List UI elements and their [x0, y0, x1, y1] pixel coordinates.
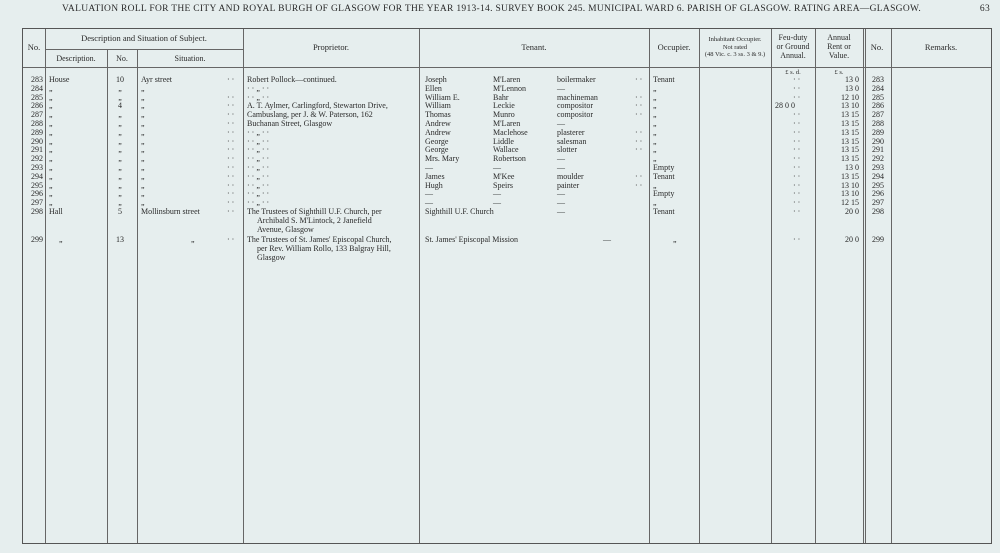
row-no-right: 285 [872, 92, 884, 102]
row-tenant-surname: Wallace [493, 145, 519, 155]
col-rule [243, 29, 244, 543]
header-no3: No. [870, 42, 884, 52]
header-rent-line1: Annual [827, 33, 851, 42]
row-situation-dots: · · [227, 92, 235, 102]
row-situation: „ [141, 127, 145, 137]
header-occupier: Occupier. [657, 42, 691, 52]
row-rent: 20 0 [845, 207, 859, 216]
row-rent: 13 10 [841, 101, 859, 111]
row-tenant-occupation: slotter [557, 145, 577, 155]
header-no: No. [27, 42, 41, 52]
row-feu-dots: · · [793, 189, 801, 199]
row-tenant-occupation: — [557, 154, 565, 164]
row-proprietor: A. T. Aylmer, Carlingford, Stewarton Drive, [247, 101, 388, 111]
row-number: „ [118, 136, 122, 146]
row-proprietor: · · „ · · [247, 163, 270, 172]
row-proprietor: The Trustees of Sighthill U.F. Church, per [247, 207, 382, 216]
row-situation-dots: · · [227, 163, 235, 172]
row-no-right: 290 [872, 136, 884, 146]
valuation-table [22, 28, 992, 544]
row-no-right: 292 [872, 154, 884, 164]
row-situation-dots: · · [227, 127, 235, 137]
row-number: „ [118, 127, 122, 137]
header-rent [815, 33, 863, 60]
row-description: „ [49, 145, 53, 155]
row-feu-dots: · · [793, 83, 801, 93]
row-occupier: Tenant [653, 207, 675, 216]
row-situation-dots: · · [227, 101, 235, 111]
row-no: 288 [31, 119, 43, 128]
header-inhabitant-line1: Inhabitant Occupier. [708, 36, 762, 43]
row-no-right: 296 [872, 189, 884, 199]
row-feu-dots: · · [793, 75, 801, 84]
row-situation-dots: · · [227, 136, 235, 146]
row-situation-dots: · · [227, 171, 235, 181]
row-number: 5 [118, 207, 122, 216]
row-no-right: 299 [872, 235, 884, 245]
row-occupier: „ [653, 110, 657, 120]
row-tenant-first: — [425, 198, 433, 208]
row-no: 292 [31, 154, 43, 164]
row-situation: „ [141, 145, 145, 155]
row-tenant-occupation: — [557, 163, 565, 172]
header-no2: No. [116, 54, 128, 63]
row-situation: „ [141, 101, 145, 111]
row-situation-dots: · · [227, 119, 235, 128]
row-tenant-surname: Liddle [493, 136, 514, 146]
row-description: „ [49, 110, 53, 120]
row-proprietor: · · „ · · [247, 92, 270, 102]
row-occupier: „ [653, 198, 657, 208]
row-tenant-surname: Munro [493, 110, 515, 120]
row-no-right: 293 [872, 163, 884, 172]
row-rent: 13 0 [845, 75, 859, 84]
row-no-right: 294 [872, 171, 884, 181]
row-description: Hall [49, 207, 63, 216]
row-feu-dots: · · [793, 235, 801, 245]
header-feu-line1: Feu-duty [778, 33, 808, 42]
row-situation: „ [141, 198, 145, 208]
row-feu-dots: · · [793, 198, 801, 208]
row-description: „ [49, 163, 53, 172]
row-tenant-first: — [425, 189, 433, 199]
header-feu-line2: or Ground [776, 42, 810, 51]
row-situation: „ [141, 136, 145, 146]
row-situation: „ [141, 83, 145, 93]
row-tenant-first: — [425, 163, 433, 172]
col-rule [863, 29, 866, 543]
row-proprietor: · · „ · · [247, 127, 270, 137]
col-rule [419, 29, 420, 543]
row-tenant-surname: Leckie [493, 101, 515, 111]
row-tenant-occupation: — [557, 119, 565, 128]
row-proprietor: Buchanan Street, Glasgow [247, 119, 333, 128]
row-tenant-occupation: — [557, 189, 565, 199]
row-number: „ [118, 163, 122, 172]
row-rent: 13 15 [841, 154, 859, 164]
row-number: „ [118, 110, 122, 120]
row-rent: 12 15 [841, 198, 859, 208]
row-feu-dots: · · [793, 180, 801, 190]
row-no: 290 [31, 136, 43, 146]
row-occupier: „ [653, 83, 657, 93]
row-tenant-dots: · · [635, 75, 643, 84]
row-description: „ [49, 189, 53, 199]
header-rent-line3: Value. [828, 51, 850, 60]
row-number: „ [118, 83, 122, 93]
row-tenant-dots: · · [635, 101, 643, 111]
row-proprietor: · · „ · · [247, 136, 270, 146]
row-feu-dots: · · [793, 136, 801, 146]
row-no: 297 [31, 198, 43, 208]
row-rent: 13 15 [841, 127, 859, 137]
row-situation: „ [141, 180, 145, 190]
header-rule [45, 49, 243, 50]
row-description: „ [49, 92, 53, 102]
row-feu-dots: · · [793, 145, 801, 155]
header-inhabitant-line3: (48 Vic. c. 3 ss. 3 & 9.) [704, 51, 766, 58]
col-rule [137, 50, 138, 543]
row-tenant-occupation: — [603, 235, 611, 245]
row-rent: 12 10 [841, 92, 859, 102]
row-no: 289 [31, 127, 43, 137]
row-feu-dots: · · [793, 119, 801, 128]
row-proprietor: · · „ · · [247, 189, 270, 199]
col-rule [45, 29, 46, 543]
row-no-right: 283 [872, 75, 884, 84]
row-situation-dots: · · [227, 154, 235, 164]
row-description: „ [49, 171, 53, 181]
row-occupier: „ [673, 235, 677, 245]
row-number: „ [118, 145, 122, 155]
row-no: 283 [31, 75, 43, 84]
row-tenant-surname: — [493, 189, 501, 199]
row-tenant-dots: · · [635, 127, 643, 137]
col-rule [891, 29, 892, 543]
row-tenant-first: Thomas [425, 110, 451, 120]
row-tenant-occupation: machineman [557, 92, 598, 102]
row-tenant-dots: · · [635, 136, 643, 146]
row-no: 294 [31, 171, 43, 181]
row-number: 13 [116, 235, 124, 245]
row-situation-dots: · · [227, 110, 235, 120]
row-tenant-surname: — [493, 163, 501, 172]
col-rule [699, 29, 700, 543]
row-tenant-dots: · · [635, 92, 643, 102]
row-occupier: Empty [653, 163, 675, 172]
row-rent: 20 0 [845, 235, 859, 245]
row-situation: Ayr street [141, 75, 173, 84]
row-no: 299 [31, 235, 43, 245]
row-no: 284 [31, 83, 43, 93]
row-tenant-first: Joseph [425, 75, 447, 84]
row-situation: „ [141, 163, 145, 172]
row-tenant-first: Ellen [425, 83, 442, 93]
header-feu [771, 33, 815, 60]
row-rent: 13 15 [841, 110, 859, 120]
row-tenant-occupation: painter [557, 180, 580, 190]
row-tenant-first: George [425, 145, 449, 155]
row-feu-dots: · · [793, 207, 801, 216]
page-header [62, 4, 990, 14]
row-number: „ [118, 198, 122, 208]
row-description: „ [49, 119, 53, 128]
row-situation-dots: · · [227, 180, 235, 190]
row-number: 10 [116, 75, 124, 84]
header-inhabitant [699, 36, 771, 59]
row-proprietor: · · „ · · [247, 180, 270, 190]
row-description: „ [49, 101, 53, 111]
row-number: 4 [118, 101, 122, 111]
row-feu-dots: · · [793, 163, 801, 172]
row-tenant-occupation: — [557, 207, 565, 216]
row-no: 287 [31, 110, 43, 120]
row-no: 298 [31, 207, 43, 216]
header-feu-line3: Annual. [780, 51, 806, 60]
row-tenant-occupation: compositor [557, 110, 593, 120]
row-proprietor: Glasgow [257, 252, 286, 262]
row-situation: „ [141, 110, 145, 120]
row-proprietor: · · „ · · [247, 145, 270, 155]
row-tenant-surname: Bahr [493, 92, 509, 102]
row-number: „ [118, 92, 122, 102]
row-proprietor: · · „ · · [247, 198, 270, 208]
col-rule [771, 29, 772, 543]
row-tenant-surname: M'Kee [493, 171, 515, 181]
row-rent: 13 15 [841, 171, 859, 181]
row-description: „ [59, 235, 63, 245]
row-no: 296 [31, 189, 43, 199]
row-no: 291 [31, 145, 43, 155]
row-occupier: „ [653, 136, 657, 146]
col-rule [815, 29, 816, 543]
header-proprietor: Proprietor. [312, 42, 350, 52]
row-tenant-first: Sighthill U.F. Church [425, 207, 494, 216]
row-no: 293 [31, 163, 43, 172]
row-no-right: 291 [872, 145, 884, 155]
row-occupier: „ [653, 92, 657, 102]
row-tenant-surname: Speirs [493, 180, 513, 190]
row-tenant-first: Andrew [425, 127, 451, 137]
row-tenant-first: Mrs. Mary [425, 154, 460, 164]
row-occupier: „ [653, 145, 657, 155]
row-tenant-surname: M'Laren [493, 119, 521, 128]
row-tenant-first: George [425, 136, 449, 146]
row-tenant-first: James [425, 171, 445, 181]
row-no-right: 288 [872, 119, 884, 128]
row-situation-dots: · · [227, 145, 235, 155]
row-situation: „ [141, 154, 145, 164]
row-occupier: „ [653, 180, 657, 190]
row-description: „ [49, 180, 53, 190]
row-situation: Mollinsburn street [141, 207, 200, 216]
row-rent: 13 15 [841, 145, 859, 155]
row-tenant-occupation: — [557, 198, 565, 208]
row-situation: „ [141, 171, 145, 181]
row-no-right: 286 [872, 101, 884, 111]
row-number: „ [118, 180, 122, 190]
row-proprietor: Cambuslang, per J. & W. Paterson, 162 [247, 110, 373, 120]
row-no-right: 284 [872, 83, 884, 93]
row-tenant-dots: · · [635, 171, 643, 181]
row-rent: 13 10 [841, 189, 859, 199]
row-no: 286 [31, 101, 43, 111]
header-tenant: Tenant. [521, 42, 547, 52]
row-no-right: 295 [872, 180, 884, 190]
header-inhabitant-line2: Not rated [722, 43, 748, 51]
row-occupier: Tenant [653, 75, 675, 84]
header-description: Description. [56, 54, 96, 63]
row-description: „ [49, 127, 53, 137]
row-occupier: Empty [653, 189, 675, 199]
row-tenant-first: Andrew [425, 119, 451, 128]
row-rent: 13 0 [845, 83, 859, 93]
row-description: „ [49, 83, 53, 93]
row-proprietor: · · „ · · [247, 154, 270, 164]
row-situation: „ [141, 92, 145, 102]
row-proprietor: · · „ · · [247, 83, 270, 93]
row-no-right: 289 [872, 127, 884, 137]
row-situation-dots: · · [227, 189, 235, 199]
row-tenant-surname: M'Lennon [493, 83, 526, 93]
row-description: „ [49, 198, 53, 208]
row-feu: 28 0 0 [775, 101, 795, 111]
header-rent-line2: Rent or [827, 42, 851, 51]
row-no-right: 287 [872, 110, 884, 120]
row-tenant-dots: · · [635, 110, 643, 120]
row-proprietor-continued: Archibald S. M'Lintock, 2 Janefield [257, 215, 372, 225]
row-rent: 13 10 [841, 180, 859, 190]
row-feu-dots: · · [793, 127, 801, 137]
row-rent: 13 0 [845, 163, 859, 172]
row-no: 285 [31, 92, 43, 102]
row-proprietor-continued: Avenue, Glasgow [257, 224, 314, 234]
row-situation-dots: · · [227, 198, 235, 208]
row-feu-dots: · · [793, 110, 801, 120]
row-description: „ [49, 136, 53, 146]
row-situation: „ [141, 189, 145, 199]
header-remarks: Remarks. [924, 42, 958, 52]
col-rule [649, 29, 650, 543]
row-tenant-occupation: — [557, 83, 565, 93]
row-occupier: „ [653, 119, 657, 128]
row-number: „ [118, 119, 122, 128]
row-situation: „ [191, 235, 195, 245]
row-description: „ [49, 154, 53, 164]
row-tenant-surname: M'Laren [493, 75, 521, 84]
row-rent: 13 15 [841, 119, 859, 128]
row-description: House [49, 75, 70, 84]
row-situation-dots: · · [227, 75, 235, 84]
row-proprietor: The Trustees of St. James' Episcopal Church, [247, 235, 392, 245]
row-no: 295 [31, 180, 43, 190]
rent-units: £ s. [834, 69, 844, 76]
header-desc-group: Description and Situation of Subject. [81, 33, 207, 43]
row-tenant-occupation: salesman [557, 136, 587, 146]
row-rent: 13 15 [841, 136, 859, 146]
row-tenant-occupation: plasterer [557, 127, 585, 137]
row-number: „ [118, 189, 122, 199]
row-tenant-occupation: compositor [557, 101, 593, 111]
row-tenant-occupation: moulder [557, 171, 584, 181]
row-tenant-first: Hugh [425, 180, 443, 190]
row-occupier: Tenant [653, 171, 675, 181]
page-number: 63 [979, 4, 990, 14]
row-situation-dots: · · [227, 207, 235, 216]
feu-units: £ s. d. [785, 69, 801, 76]
row-proprietor: · · „ · · [247, 171, 270, 181]
row-situation-dots: · · [227, 235, 235, 245]
header-situation: Situation. [174, 54, 206, 63]
row-tenant-surname: — [493, 198, 501, 208]
row-feu-dots: · · [793, 154, 801, 164]
row-feu-dots: · · [793, 92, 801, 102]
row-proprietor: Robert Pollock—continued. [247, 75, 337, 84]
roll-title: VALUATION ROLL FOR THE CITY AND ROYAL BURGH OF GLASGOW FOR THE YEAR 1913-14. SURVEY BOOK 245. MUNICIPAL WARD 6. PARISH OF GLASGOW. RATING AREA—GLASGOW. [62, 4, 922, 14]
row-tenant-surname: Maclehose [493, 127, 528, 137]
row-situation: „ [141, 119, 145, 128]
row-no-right: 298 [872, 207, 884, 216]
row-tenant-first: William E. [425, 92, 460, 102]
row-no-right: 297 [872, 198, 884, 208]
row-tenant: St. James' Episcopal Mission [425, 235, 518, 245]
row-occupier: „ [653, 154, 657, 164]
row-tenant-surname: Robertson [493, 154, 526, 164]
row-tenant-first: William [425, 101, 451, 111]
row-proprietor: per Rev. William Rollo, 133 Balgray Hill, [257, 243, 391, 253]
row-number: „ [118, 154, 122, 164]
row-tenant-dots: · · [635, 145, 643, 155]
row-tenant-occupation: boilermaker [557, 75, 596, 84]
row-number: „ [118, 171, 122, 181]
row-occupier: „ [653, 127, 657, 137]
row-feu-dots: · · [793, 171, 801, 181]
row-tenant-dots: · · [635, 180, 643, 190]
row-occupier: „ [653, 101, 657, 111]
